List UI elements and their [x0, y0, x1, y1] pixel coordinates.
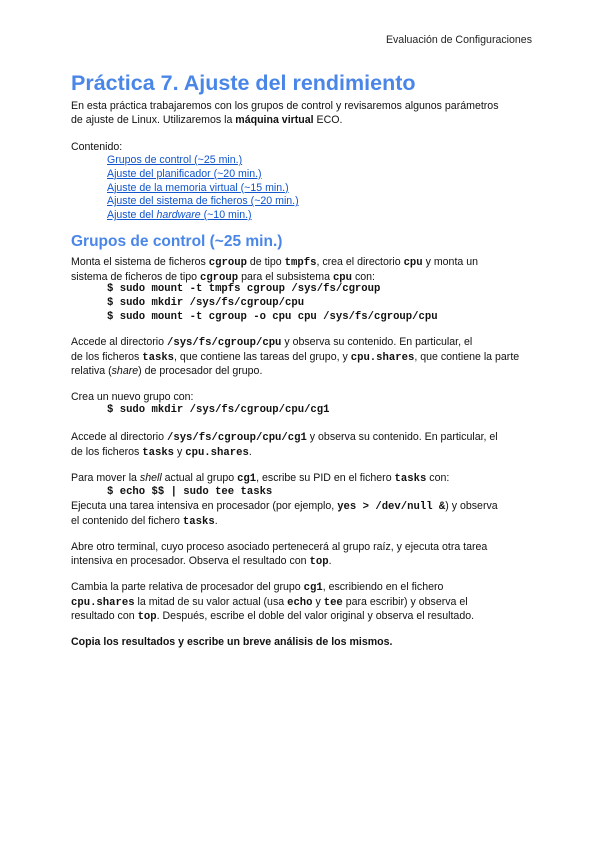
toc-link-memoria-virtual[interactable]: Ajuste de la memoria virtual (~15 min.) [107, 181, 289, 194]
running-header: Evaluación de Configuraciones [385, 34, 532, 46]
command-line: $ sudo mount -t tmpfs cgroup /sys/fs/cgroup [107, 283, 381, 295]
paragraph-create-group: Crea un nuevo grupo con: [71, 391, 194, 403]
intro-paragraph [71, 100, 531, 127]
paragraph-other-terminal: Abre otro terminal, cuyo proceso asociado pertenecerá al grupo raíz, y ejecuta otra tarea intensiva en procesador. Observa el resultado con top. [71, 541, 488, 568]
paragraph-analysis-instruction: Copia los resultados y escribe un breve análisis de los mismos. [71, 636, 393, 648]
paragraph-access-cpu: Accede al directorio /sys/fs/cgroup/cpu y observa su contenido. En particular, el de los ficheros tasks, que contiene las tareas del grupo, y cpu.shares, que contiene la parte relativa (share) de procesador del grupo. [71, 336, 520, 378]
toc-link-grupos-control[interactable]: Grupos de control (~25 min.) [107, 154, 243, 166]
page-title: Práctica 7. Ajuste del rendimiento [71, 71, 416, 95]
command-mkdir-cg1: $ sudo mkdir /sys/fs/cgroup/cpu/cg1 [107, 404, 330, 416]
command-line: $ sudo mkdir /sys/fs/cgroup/cpu [107, 296, 305, 309]
paragraph-change-shares: Cambia la parte relativa de procesador del grupo cg1, escribiendo en el fichero cpu.shares la mitad de su valor actual (usa echo y tee para escribir) y observa el resultado con top. Después, escribe el doble del valor original y observa el resultado. [71, 581, 475, 624]
table-of-contents [107, 154, 299, 223]
toc-link-planificador[interactable]: Ajuste del planificador (~20 min.) [107, 167, 262, 180]
intro-emphasis: máquina virtual [235, 113, 314, 126]
intro-line-2: de ajuste de Linux. Utilizaremos la máquina virtual ECO. [71, 113, 343, 126]
contents-label: Contenido: [71, 141, 123, 153]
toc-link-sistema-ficheros[interactable]: Ajuste del sistema de ficheros (~20 min.) [107, 195, 299, 208]
section-heading-grupos-control: Grupos de control (~25 min.) [71, 233, 283, 250]
command-block-mount [107, 283, 438, 324]
toc-link-hardware[interactable]: Ajuste del hardware (~10 min.) [107, 209, 252, 222]
command-line: $ sudo mount -t cgroup -o cpu cpu /sys/fs/cgroup/cpu [107, 310, 438, 323]
paragraph-access-cg1: Accede al directorio /sys/fs/cgroup/cpu/cg1 y observa su contenido. En particular, el de los ficheros tasks y cpu.shares. [71, 431, 498, 459]
command-echo-pid: $ echo $$ | sudo tee tasks [107, 486, 273, 498]
paragraph-mount: Monta el sistema de ficheros cgroup de tipo tmpfs, crea el directorio cpu y monta un sistema de ficheros de tipo cgroup para el subsistema cpu con: [71, 256, 479, 284]
paragraph-move-shell: Para mover la shell actual al grupo cg1, escribe su PID en el fichero tasks con: [71, 472, 450, 485]
intro-line-1: En esta práctica trabajaremos con los grupos de control y revisaremos algunos parámetros [71, 100, 499, 112]
paragraph-run-task: Ejecuta una tarea intensiva en procesador (por ejemplo, yes > /dev/null &) y observa el contenido del fichero tasks. [71, 500, 498, 528]
